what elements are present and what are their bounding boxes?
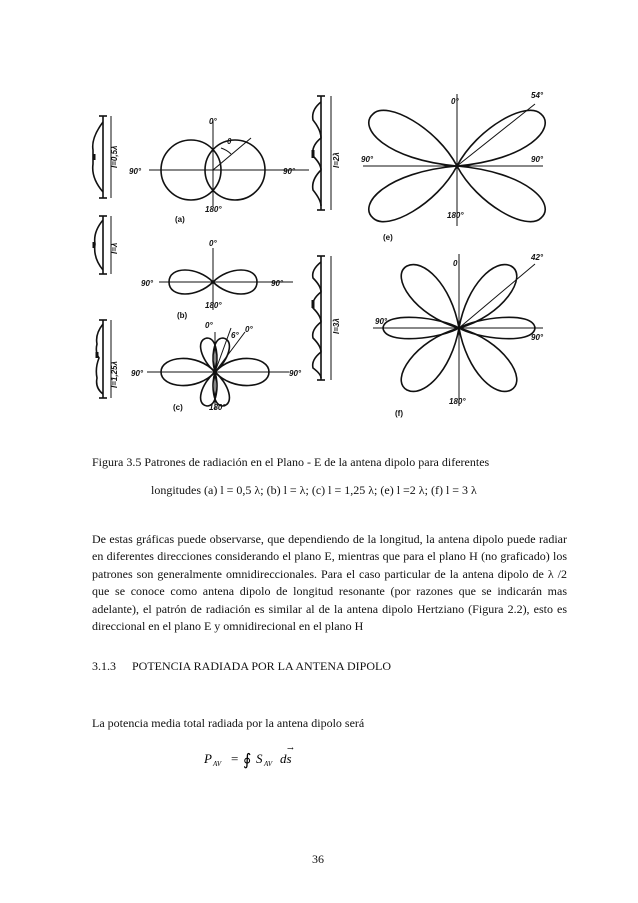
side-label-c: l=1,25λ xyxy=(110,361,119,388)
eq-s: S xyxy=(256,751,263,766)
a-right: 90° xyxy=(283,167,296,176)
intro-sentence: La potencia media total radiada por la antena dipolo será xyxy=(92,716,365,730)
body-paragraph: De estas gráficas puede observarse, que dependiendo de la longitud, la antena dipolo puede radiar en diferentes direcciones considerando el plano E, mientras que para el plano H (no graficado) los patrones son generalmente omnidireccionales. Para el caso particular de la antena dipolo de λ /2 que se conoce como antena dipolo de longitud resonante (por razones que se indicarán mas adelante), el patrón de radiación es similar al de la antena dipolo Hertziano (Figura 2.2), esto es direccional en el plano E y omnidirecional en el plano H xyxy=(92,532,567,634)
e-right: 90° xyxy=(531,155,544,164)
a-bottom: 180° xyxy=(205,205,222,214)
c-angle1: 6° xyxy=(231,331,239,340)
b-top: 0° xyxy=(209,239,217,248)
b-bottom: 180° xyxy=(205,301,222,310)
dipole-sketch-e xyxy=(313,96,331,210)
section-heading xyxy=(92,659,391,674)
c-bottom: 180° xyxy=(209,403,226,412)
c-top: 0° xyxy=(205,321,213,330)
figure-caption-line2: longitudes (a) l = 0,5 λ; (b) l = λ; (c) l = 1,25 λ; (e) l =2 λ; (f) l = 3 λ xyxy=(151,483,477,497)
dipole-sketch-b xyxy=(94,216,111,274)
c-right: 90° xyxy=(289,369,302,378)
e-label: (e) xyxy=(383,233,393,242)
c-left: 90° xyxy=(131,369,144,378)
f-label: (f) xyxy=(395,409,403,418)
side-label-e: l=2λ xyxy=(332,152,341,168)
b-label: (b) xyxy=(177,311,188,320)
f-bottom: 180° xyxy=(449,397,466,406)
pattern-f xyxy=(373,254,543,406)
e-top: 0° xyxy=(451,97,459,106)
radiation-patterns-svg xyxy=(85,88,555,428)
a-left: 90° xyxy=(129,167,142,176)
b-left: 90° xyxy=(141,279,154,288)
f-right: 90° xyxy=(531,333,544,342)
e-left: 90° xyxy=(361,155,374,164)
eq-integral: ∮ xyxy=(243,750,252,769)
f-angle: 42° xyxy=(531,253,544,262)
a-top: 0° xyxy=(209,117,217,126)
c-angle2: 0° xyxy=(245,325,253,334)
equation-svg xyxy=(204,741,314,777)
figure-caption: Figura 3.5 Patrones de radiación en el Plano - E de la antena dipolo para diferentes xyxy=(92,455,490,469)
side-label-b: l=λ xyxy=(110,242,119,254)
a-label: (a) xyxy=(175,215,185,224)
page-number: 36 xyxy=(312,852,324,866)
eq-ds: ds xyxy=(280,751,292,766)
radiation-patterns-figure xyxy=(85,88,555,428)
e-angle: 54° xyxy=(531,91,544,100)
eq-vector-arrow: → xyxy=(287,744,294,753)
eq-p-sub: AV xyxy=(213,760,222,768)
section-title: POTENCIA RADIADA POR LA ANTENA DIPOLO xyxy=(132,659,392,673)
power-equation xyxy=(204,741,314,777)
side-label-a: l=0,5λ xyxy=(110,145,119,168)
dipole-sketch-f xyxy=(313,256,331,380)
dipole-sketch-c xyxy=(96,320,111,398)
f-left: 90° xyxy=(375,317,388,326)
side-label-f: l=3λ xyxy=(332,318,341,334)
f-top: 0 xyxy=(453,259,458,268)
b-right: 90° xyxy=(271,279,284,288)
pattern-e xyxy=(363,94,545,226)
pattern-a xyxy=(149,120,309,206)
dipole-sketch-a xyxy=(93,116,111,198)
a-theta: θ xyxy=(227,137,232,146)
c-label: (c) xyxy=(173,403,183,412)
section-number: 3.1.3 xyxy=(92,659,116,673)
pattern-c xyxy=(147,328,289,410)
eq-s-sub: AV xyxy=(264,760,273,768)
e-bottom: 180° xyxy=(447,211,464,220)
eq-p: P xyxy=(204,751,212,766)
eq-equals: = xyxy=(231,751,239,766)
